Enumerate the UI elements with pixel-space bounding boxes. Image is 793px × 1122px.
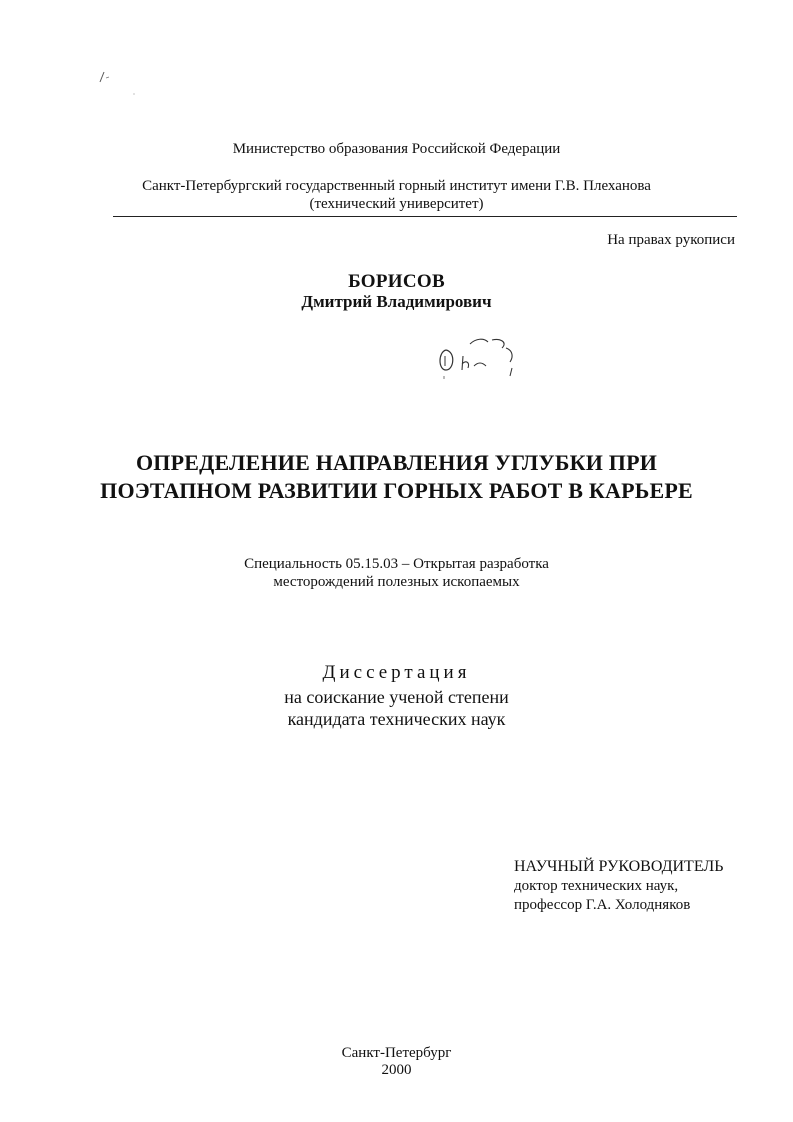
author-given-names: Дмитрий Владимирович	[301, 292, 492, 311]
publication-city: Санкт-Петербург	[341, 1045, 452, 1061]
handwritten-annotation	[430, 332, 530, 382]
dissertation-title-line2: ПОЭТАПНОМ РАЗВИТИИ ГОРНЫХ РАБОТ В КАРЬЕРЕ	[100, 478, 693, 503]
degree-purpose-line2: кандидата технических наук	[287, 709, 506, 729]
specialty-line1: Специальность 05.15.03 – Открытая разработка	[244, 556, 549, 572]
institute-subtitle: (технический университет)	[309, 196, 484, 212]
header-divider	[113, 216, 737, 217]
advisor-heading: НАУЧНЫЙ РУКОВОДИТЕЛЬ	[514, 858, 724, 875]
rights-note: На правах рукописи	[607, 232, 735, 248]
advisor-degree: доктор технических наук,	[514, 878, 679, 894]
dissertation-label: Диссертация	[322, 662, 471, 683]
degree-purpose-line1: на соискание ученой степени	[284, 687, 509, 707]
author-surname: БОРИСОВ	[348, 271, 445, 292]
handwritten-mark-top	[96, 64, 136, 104]
specialty-line2: месторождений полезных ископаемых	[273, 574, 520, 590]
advisor-name: профессор Г.А. Холодняков	[514, 897, 691, 913]
dissertation-title-line1: ОПРЕДЕЛЕНИЕ НАПРАВЛЕНИЯ УГЛУБКИ ПРИ	[135, 450, 658, 475]
institute-name: Санкт-Петербургский государственный горный институт имени Г.В. Плеханова	[142, 178, 651, 194]
ministry-name: Министерство образования Российской Федерации	[232, 141, 561, 157]
publication-year: 2000	[381, 1062, 412, 1078]
